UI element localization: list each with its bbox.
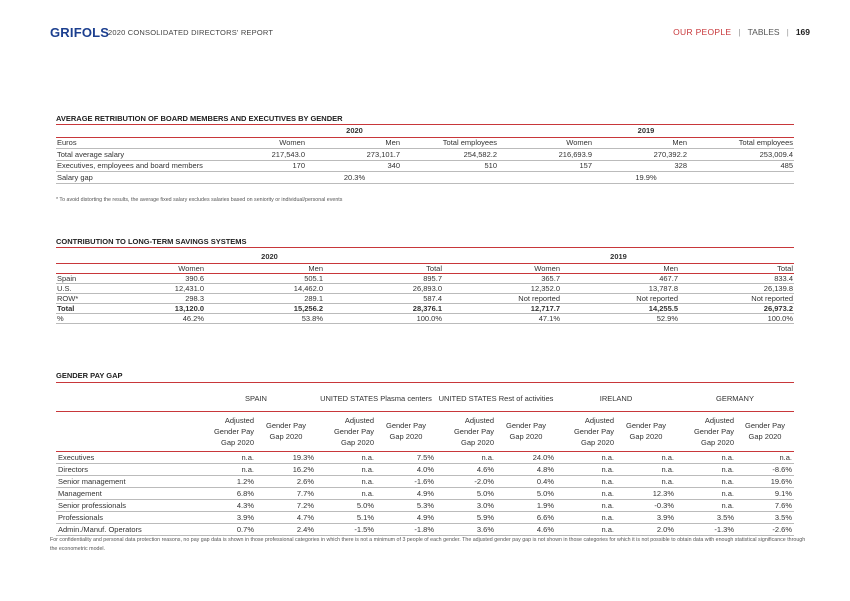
table-cell: 13,787.8 [561, 283, 679, 293]
savings-table [56, 251, 794, 324]
table-cell: 4.3% [196, 499, 256, 511]
column-header: Total employees [401, 137, 498, 149]
header-separator: | [738, 27, 741, 37]
paygap-title: GENDER PAY GAP [56, 371, 123, 380]
table-row [56, 463, 794, 475]
table-cell: 254,582.2 [401, 149, 498, 161]
table-cell: n.a. [556, 499, 616, 511]
table-cell: 485 [688, 160, 794, 172]
table-row [56, 149, 794, 161]
table-cell: 3.9% [616, 511, 676, 523]
row-label: Senior professionals [56, 499, 196, 511]
salary-gap-2020: 20.3% [211, 172, 498, 184]
table-row [56, 283, 794, 293]
column-header [56, 263, 96, 273]
percent-row [56, 313, 794, 323]
table-cell: 298.3 [96, 293, 205, 303]
empty-cell [56, 411, 196, 451]
column-header: Men [561, 263, 679, 273]
year-header-row [56, 125, 794, 137]
paygap-table [56, 387, 794, 536]
table-cell: 12.3% [616, 487, 676, 499]
table-cell: 289.1 [205, 293, 324, 303]
table-cell: 2.6% [256, 475, 316, 487]
table-row [56, 511, 794, 523]
table-cell: 3.0% [436, 499, 496, 511]
table-cell: 3.6% [436, 523, 496, 535]
table-cell: 9.1% [736, 487, 794, 499]
adjusted-gap-header: Adjusted Gender Pay Gap 2020 [316, 411, 376, 451]
table-cell: -1.6% [376, 475, 436, 487]
table-cell: 4.6% [436, 463, 496, 475]
table-cell: 28,376.1 [324, 303, 443, 313]
column-header: Men [593, 137, 688, 149]
table-cell: -2.6% [736, 523, 794, 535]
table-cell: 26,139.8 [679, 283, 794, 293]
table-cell: 365.7 [443, 273, 561, 283]
column-header: Women [211, 137, 306, 149]
adjusted-gap-header: Adjusted Gender Pay Gap 2020 [676, 411, 736, 451]
table-cell: 587.4 [324, 293, 443, 303]
table-cell: 6.8% [196, 487, 256, 499]
row-label: % [56, 313, 96, 323]
empty-cell [56, 251, 96, 263]
gap-header: Gender Pay Gap 2020 [256, 411, 316, 451]
table-cell: 3.5% [736, 511, 794, 523]
table-cell: 5.3% [376, 499, 436, 511]
table-cell: n.a. [676, 451, 736, 463]
table-cell: 170 [211, 160, 306, 172]
adjusted-gap-header: Adjusted Gender Pay Gap 2020 [196, 411, 256, 451]
column-header: Women [443, 263, 561, 273]
table-cell: 4.6% [496, 523, 556, 535]
table-cell: Not reported [561, 293, 679, 303]
year-2019: 2019 [498, 125, 794, 137]
table-cell: 6.6% [496, 511, 556, 523]
table-cell: -1.8% [376, 523, 436, 535]
table-cell: n.a. [556, 475, 616, 487]
table-cell: 19.6% [736, 475, 794, 487]
table-cell: 5.1% [316, 511, 376, 523]
page-number: 169 [795, 27, 810, 37]
country-ireland: IRELAND [556, 387, 676, 411]
table-cell: 4.8% [496, 463, 556, 475]
table-cell: 47.1% [443, 313, 561, 323]
year-2020: 2020 [211, 125, 498, 137]
gap-header: Gender Pay Gap 2020 [616, 411, 676, 451]
table-cell: 7.5% [376, 451, 436, 463]
table-cell: 100.0% [324, 313, 443, 323]
table-cell: 7.7% [256, 487, 316, 499]
table-cell: 1.9% [496, 499, 556, 511]
table-cell: n.a. [616, 451, 676, 463]
table-row [56, 487, 794, 499]
paygap-footnote: For confidentiality and personal data protection reasons, no pay gap data is shown in those professional categories in which there is not a minimum of 3 people of each gender. The adjusted gender pay gap is not shown in those categories for which it is not possible to obtain data with enough statistical significance through the econometric model. [50, 537, 806, 552]
row-label: Spain [56, 273, 96, 283]
table-row [56, 273, 794, 283]
table-cell: 14,462.0 [205, 283, 324, 293]
table-cell: n.a. [196, 463, 256, 475]
table-cell: 52.9% [561, 313, 679, 323]
table-row [56, 523, 794, 535]
table-cell: -0.3% [616, 499, 676, 511]
column-header-row [56, 263, 794, 273]
table-cell: 253,009.4 [688, 149, 794, 161]
table-cell: 833.4 [679, 273, 794, 283]
table-cell: 467.7 [561, 273, 679, 283]
section-divider [56, 382, 794, 383]
country-germany: GERMANY [676, 387, 794, 411]
section-divider [56, 247, 794, 248]
gap-header: Gender Pay Gap 2020 [376, 411, 436, 451]
row-label: ROW* [56, 293, 96, 303]
column-header: Euros [56, 137, 211, 149]
table-cell: 4.9% [376, 487, 436, 499]
table-cell: 16.2% [256, 463, 316, 475]
column-header: Total employees [688, 137, 794, 149]
retribution-footnote: * To avoid distorting the results, the average fixed salary excludes salaries based on seniority or individual/personal events [56, 197, 343, 203]
table-cell: 12,431.0 [96, 283, 205, 293]
column-header: Men [205, 263, 324, 273]
year-2020: 2020 [96, 251, 443, 263]
table-cell: 505.1 [205, 273, 324, 283]
table-cell: 4.7% [256, 511, 316, 523]
table-cell: 24.0% [496, 451, 556, 463]
table-row [56, 475, 794, 487]
row-label: Admin./Manuf. Operators [56, 523, 196, 535]
report-title: 2020 CONSOLIDATED DIRECTORS' REPORT [108, 28, 274, 37]
table-cell: n.a. [556, 463, 616, 475]
table-cell: -8.6% [736, 463, 794, 475]
table-cell: n.a. [736, 451, 794, 463]
table-cell: 5.0% [316, 499, 376, 511]
table-cell: n.a. [676, 475, 736, 487]
table-cell: 7.6% [736, 499, 794, 511]
table-cell: n.a. [616, 463, 676, 475]
table-cell: 4.9% [376, 511, 436, 523]
row-label: Total average salary [56, 149, 211, 161]
row-label: Total [56, 303, 96, 313]
table-cell: 26,893.0 [324, 283, 443, 293]
table-cell: 157 [498, 160, 593, 172]
table-cell: 26,973.2 [679, 303, 794, 313]
table-cell: -2.0% [436, 475, 496, 487]
table-cell: n.a. [556, 451, 616, 463]
table-cell: 390.6 [96, 273, 205, 283]
table-cell: n.a. [316, 451, 376, 463]
table-cell: 13,120.0 [96, 303, 205, 313]
column-header: Women [498, 137, 593, 149]
adjusted-gap-header: Adjusted Gender Pay Gap 2020 [436, 411, 496, 451]
table-cell: 895.7 [324, 273, 443, 283]
table-cell: 7.2% [256, 499, 316, 511]
grifols-logo: GRIFOLS [50, 25, 110, 40]
subsection-link[interactable]: TABLES [747, 27, 780, 37]
table-cell: Not reported [443, 293, 561, 303]
table-cell: 0.4% [496, 475, 556, 487]
table-cell: 216,693.9 [498, 149, 593, 161]
salary-gap-row [56, 172, 794, 184]
table-cell: 328 [593, 160, 688, 172]
table-cell: 510 [401, 160, 498, 172]
salary-gap-2019: 19.9% [498, 172, 794, 184]
row-label: Directors [56, 463, 196, 475]
table-cell: 46.2% [96, 313, 205, 323]
table-cell: Not reported [679, 293, 794, 303]
table-cell: n.a. [316, 475, 376, 487]
gap-header: Gender Pay Gap 2020 [736, 411, 794, 451]
gap-header: Gender Pay Gap 2020 [496, 411, 556, 451]
row-label: Executives, employees and board members [56, 160, 211, 172]
total-row [56, 303, 794, 313]
table-cell: 0.7% [196, 523, 256, 535]
column-header: Men [306, 137, 401, 149]
table-cell: 217,543.0 [211, 149, 306, 161]
country-us-rest: UNITED STATES Rest of activities [436, 387, 556, 411]
table-row [56, 160, 794, 172]
table-cell: n.a. [436, 451, 496, 463]
table-cell: n.a. [316, 463, 376, 475]
table-cell: 12,352.0 [443, 283, 561, 293]
empty-cell [56, 125, 211, 137]
row-label: U.S. [56, 283, 96, 293]
table-cell: 19.3% [256, 451, 316, 463]
row-label: Salary gap [56, 172, 211, 184]
column-header: Total [679, 263, 794, 273]
table-cell: 273,101.7 [306, 149, 401, 161]
paygap-body [56, 451, 794, 535]
column-header: Women [96, 263, 205, 273]
retribution-table [56, 125, 794, 184]
table-cell: 3.5% [676, 511, 736, 523]
table-cell: 4.0% [376, 463, 436, 475]
header-navigation [673, 27, 810, 37]
country-header-row [56, 387, 794, 411]
table-cell: 2.0% [616, 523, 676, 535]
table-cell: n.a. [616, 475, 676, 487]
year-2019: 2019 [443, 251, 794, 263]
row-label: Executives [56, 451, 196, 463]
header-separator: | [786, 27, 789, 37]
table-cell: 1.2% [196, 475, 256, 487]
table-cell: 14,255.5 [561, 303, 679, 313]
table-cell: 2.4% [256, 523, 316, 535]
table-cell: -1.3% [676, 523, 736, 535]
table-cell: n.a. [556, 523, 616, 535]
column-header-row [56, 137, 794, 149]
row-label: Professionals [56, 511, 196, 523]
table-row [56, 451, 794, 463]
table-cell: -1.5% [316, 523, 376, 535]
savings-title: CONTRIBUTION TO LONG-TERM SAVINGS SYSTEMS [56, 237, 247, 246]
page-header [50, 27, 810, 41]
row-label: Management [56, 487, 196, 499]
year-header-row [56, 251, 794, 263]
table-cell: 100.0% [679, 313, 794, 323]
table-row [56, 499, 794, 511]
table-row [56, 293, 794, 303]
row-label: Senior management [56, 475, 196, 487]
table-cell: 340 [306, 160, 401, 172]
table-cell: 3.9% [196, 511, 256, 523]
table-cell: 53.8% [205, 313, 324, 323]
table-cell: n.a. [676, 499, 736, 511]
table-cell: 270,392.2 [593, 149, 688, 161]
column-header: Total [324, 263, 443, 273]
adjusted-gap-header: Adjusted Gender Pay Gap 2020 [556, 411, 616, 451]
table-cell: n.a. [316, 487, 376, 499]
retribution-title: AVERAGE RETRIBUTION OF BOARD MEMBERS AND EXECUTIVES BY GENDER [56, 114, 343, 123]
section-link[interactable]: OUR PEOPLE [673, 27, 732, 37]
table-cell: n.a. [556, 487, 616, 499]
table-cell: 15,256.2 [205, 303, 324, 313]
table-cell: n.a. [196, 451, 256, 463]
table-cell: 5.9% [436, 511, 496, 523]
table-cell: 5.0% [496, 487, 556, 499]
table-cell: 12,717.7 [443, 303, 561, 313]
table-cell: 5.0% [436, 487, 496, 499]
table-cell: n.a. [676, 487, 736, 499]
country-spain: SPAIN [196, 387, 316, 411]
table-cell: n.a. [676, 463, 736, 475]
country-us-plasma: UNITED STATES Plasma centers [316, 387, 436, 411]
table-cell: n.a. [556, 511, 616, 523]
subheader-row [56, 411, 794, 451]
empty-cell [56, 387, 196, 411]
